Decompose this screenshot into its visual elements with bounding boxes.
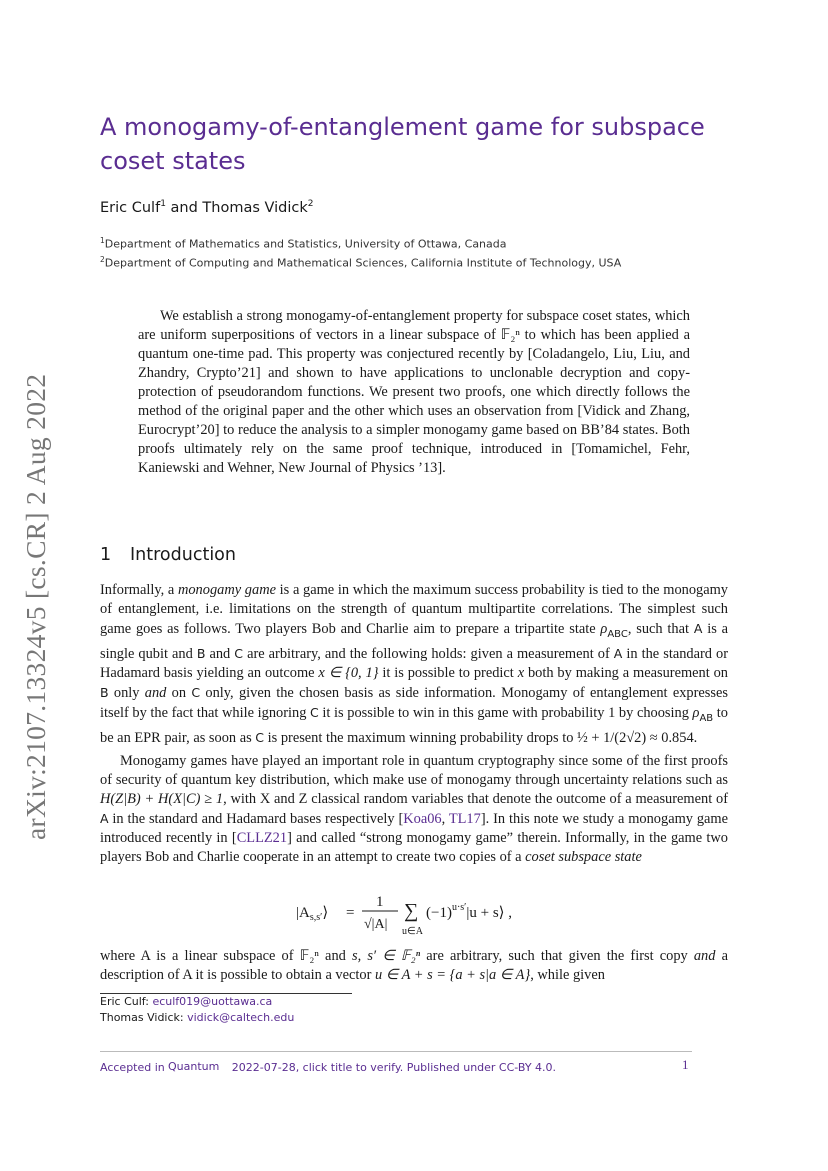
text: , [441, 811, 449, 827]
affiliation-text: Department of Computing and Mathematical Sciences, California Institute of Technology, USA [104, 256, 622, 270]
email-link[interactable]: vidick@caltech.edu [187, 1011, 295, 1024]
footnote-contact [100, 1010, 294, 1025]
register-label: A [100, 811, 109, 826]
text: only [108, 684, 145, 701]
emphasis: and [144, 684, 167, 701]
math: ⟩ [322, 905, 329, 921]
affiliation-number: 1 [100, 236, 105, 245]
math-subscript: AB [699, 712, 714, 724]
affiliation-number: 2 [100, 255, 105, 264]
coset-state-equation [296, 890, 556, 942]
text: only, given the chosen basis as side information. Monogamy of entanglement expresses itself by the fact that while ignoring [100, 684, 728, 721]
affiliation [100, 252, 621, 272]
text: , while given [530, 967, 605, 983]
math-superscript: u·s′ [451, 902, 467, 913]
emphasis: coset subspace state [525, 849, 642, 865]
affiliation-marker: 2 [307, 199, 314, 209]
text: a description of A it is possible to obtain a vector [100, 948, 728, 983]
text: ]. In this note we study a monogamy game introduced recently in [ [100, 811, 729, 846]
affiliation-marker: 1 [160, 199, 166, 209]
math: ρ [692, 704, 700, 721]
intro-paragraph-1 [100, 581, 728, 748]
intro-paragraph-3 [100, 947, 728, 985]
register-label: B [196, 645, 206, 661]
section-number: 1 [100, 545, 112, 565]
register-label: C [234, 645, 244, 661]
quantum-journal-logo [168, 1058, 228, 1074]
math: |u + s⟩ , [466, 905, 513, 921]
text: Informally, a [100, 582, 178, 598]
math: x [517, 664, 525, 681]
paper-title[interactable]: A monogamy-of-entanglement game for subspace coset states [100, 113, 705, 175]
text: it is possible to predict [378, 664, 518, 681]
text: in the standard or Hadamard basis yielding an outcome [100, 645, 729, 681]
text: , with X and Z classical random variables that denote the outcome of a measurement of [223, 791, 728, 807]
register-label: A [693, 621, 703, 636]
text: is a single qubit and [100, 621, 728, 662]
abstract-text: We establish a strong monogamy-of-entanglement property for subspace coset states, which are uniform superpositions of vectors in a linear subspace of [138, 308, 690, 343]
text: it is possible to win in this game with probability 1 by choosing [318, 704, 693, 721]
footer-divider [100, 1051, 692, 1052]
author-name: Thomas Vidick [202, 199, 308, 216]
math: H(Z|B) + H(X|C) ≥ 1 [100, 791, 224, 807]
text: are arbitrary, and the following holds: given a measurement of [243, 645, 614, 662]
register-label: C [191, 684, 201, 700]
register-label: C [255, 729, 265, 745]
math: u ∈ A + s = {a + s|a ∈ A} [374, 967, 531, 983]
math: (−1) [426, 905, 452, 921]
footer-text: 2022-07-28, click title to verify. Published under CC-BY 4.0. [228, 1061, 557, 1074]
footnote-name: Eric Culf: [100, 995, 153, 1008]
affiliation [100, 233, 507, 253]
text: and [205, 645, 235, 662]
sum-symbol: ∑ [404, 900, 419, 922]
affiliation-text: Department of Mathematics and Statistics, University of Ottawa, Canada [104, 237, 507, 251]
intro-paragraph-2 [100, 752, 728, 867]
text: are arbitrary, such that given the first copy [420, 948, 694, 964]
text: on [166, 684, 192, 701]
abstract [138, 307, 690, 478]
math-subscript: ABC [607, 628, 628, 640]
section-title: Introduction [130, 545, 236, 565]
math: = [346, 905, 355, 921]
svg-text:|As,s′⟩ [296, 905, 328, 923]
author-conjunction: and [165, 199, 203, 216]
math: |A [296, 905, 310, 921]
citation-link[interactable]: CLLZ21 [236, 830, 288, 846]
section-heading [100, 543, 236, 567]
footer-line[interactable] [100, 1058, 556, 1076]
abstract-text: to which has been applied a quantum one-time pad. This property was conjectured recently by [Coladangelo, Liu, Liu, and Zhandry, Crypto’21] and shown to have applications to unclonable decryption and copy-protection of pseudorandom functions. We present two proofs, one which directly follows the method of the original paper and the other which uses an observation from [Vidick and Zhang, Eurocrypt’20] to reduce the analysis to a simpler monogamy game based on BB’84 states. Both proofs ultimately rely on the same proof technique, introduced in [Tomamichel, Fehr, Kaniewski and Wehner, New Journal of Physics ’13]. [138, 327, 690, 476]
register-label: B [100, 684, 109, 700]
register-label: A [613, 645, 623, 661]
svg-text:Quantum: Quantum [168, 1060, 220, 1073]
footnote-contact [100, 994, 272, 1009]
text: to be an EPR pair, as soon as [100, 704, 728, 746]
email-link[interactable]: eculf019@uottawa.ca [152, 995, 273, 1008]
text: in the standard and Hadamard bases respectively [ [108, 811, 404, 827]
page-number: 1 [682, 1057, 689, 1072]
field-symbol: 𝔽₂ⁿ [500, 327, 520, 343]
text: , such that [627, 621, 694, 637]
emphasis: and [693, 948, 716, 964]
math-subscript: s,s′ [309, 912, 323, 923]
register-label: C [310, 704, 319, 720]
math: s, s′ ∈ 𝔽₂ⁿ [351, 948, 421, 964]
author-name: Eric Culf [100, 199, 161, 216]
text: is present the maximum winning probability drops to [264, 729, 577, 746]
arxiv-identifier: arXiv:2107.13324v5 [cs.CR] 2 Aug 2022 [20, 373, 51, 840]
footer-text: Accepted in [100, 1061, 169, 1074]
footnote-name: Thomas Vidick: [100, 1011, 188, 1024]
math: x ∈ {0, 1} [318, 664, 379, 681]
fraction-denominator: √|A| [364, 917, 388, 932]
math: ρ [600, 621, 608, 637]
citation-link[interactable]: Koa06 [403, 811, 442, 827]
fraction-numerator: 1 [376, 894, 384, 910]
text: and [318, 948, 352, 964]
citation-link[interactable]: TL17 [448, 811, 481, 827]
field-symbol: 𝔽₂ⁿ [299, 948, 319, 964]
text: Monogamy games have played an important role in quantum cryptography since some of the first proofs of security of quantum key distribution, which make use of monogamy through uncertainty relations such as [100, 753, 728, 788]
emphasis: monogamy game [177, 582, 276, 598]
text: where A is a linear subspace of [100, 948, 300, 964]
text: ] and called “strong monogamy game” therein. Informally, in the game two players Bob and Charlie cooperate in an attempt to create two copies of a [100, 830, 728, 865]
svg-text:(−1)u·s′|u + s⟩ , [426, 902, 512, 921]
sum-index: u∈A [402, 926, 423, 937]
author-list [100, 194, 313, 218]
text: is a game in which the maximum success probability is tied to the monogamy of entanglement, i.e. limitations on the strength of quantum multipartite correlations. The simplest such game goes as follows. Two players Bob and Charlie aim to prepare a tripartite state [100, 582, 729, 637]
math: ½ + 1/(2√2) ≈ 0.854. [577, 729, 698, 746]
text: both by making a measurement on [524, 664, 728, 681]
